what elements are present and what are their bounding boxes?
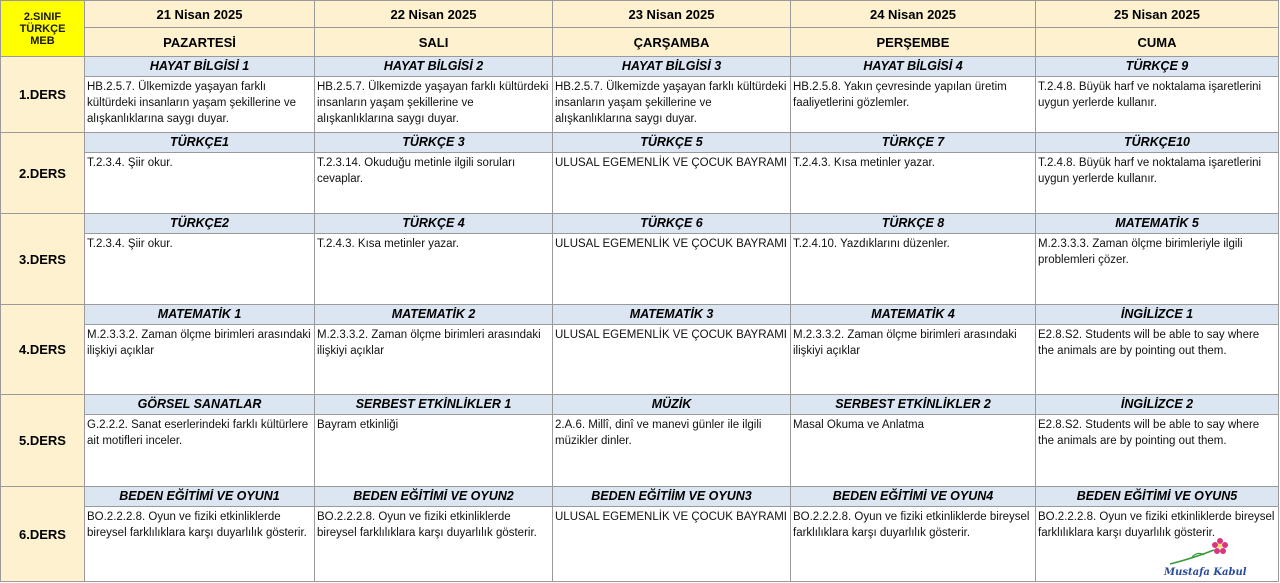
lesson-cell bbox=[1036, 57, 1279, 133]
class-label-line: 2.SINIF bbox=[23, 10, 62, 23]
objective-text: M.2.3.3.2. Zaman ölçme birimleri arasındaki ilişkiyi açıklar bbox=[793, 329, 1017, 357]
subject-title: TÜRKÇE1 bbox=[85, 133, 314, 153]
period-row bbox=[1, 487, 1279, 582]
day-header-friday: CUMA bbox=[1036, 28, 1279, 57]
objective-text: M.2.3.3.2. Zaman ölçme birimleri arasındaki ilişkiyi açıklar bbox=[87, 329, 311, 357]
objective-text: 2.A.6. Millî, dinî ve manevi günler ile ilgili müzikler dinler. bbox=[555, 419, 762, 447]
lesson-cell bbox=[1036, 214, 1279, 305]
subject-title: BEDEN EĞİTİMİ VE OYUN1 bbox=[85, 487, 314, 507]
day-header-thursday: PERŞEMBE bbox=[791, 28, 1036, 57]
objective-text: BO.2.2.2.8. Oyun ve fiziki etkinliklerde bireysel farklılıklara karşı duyarlılık gösterir. bbox=[317, 511, 537, 539]
objective-text: ULUSAL EGEMENLİK VE ÇOCUK BAYRAMI bbox=[555, 238, 787, 250]
objective-text: T.2.3.4. Şiir okur. bbox=[87, 157, 173, 169]
subject-title: TÜRKÇE 7 bbox=[791, 133, 1035, 153]
objective-text: E2.8.S2. Students will be able to say where the animals are by pointing out them. bbox=[1038, 329, 1260, 357]
objective-text: T.2.4.3. Kısa metinler yazar. bbox=[793, 157, 935, 169]
objective-text: T.2.3.4. Şiir okur. bbox=[87, 238, 173, 250]
date-header-friday: 25 Nisan 2025 bbox=[1036, 1, 1279, 28]
subject-title: TÜRKÇE10 bbox=[1036, 133, 1278, 153]
date-row bbox=[1, 1, 1279, 28]
subject-title: İNGİLİZCE 1 bbox=[1036, 305, 1278, 325]
subject-title: TÜRKÇE 9 bbox=[1036, 57, 1278, 77]
objective-text: T.2.3.14. Okuduğu metinle ilgili soruları cevaplar. bbox=[317, 157, 516, 185]
period-row bbox=[1, 305, 1279, 395]
day-header-wednesday: ÇARŞAMBA bbox=[553, 28, 791, 57]
author-signature bbox=[1164, 536, 1247, 578]
objective-text: T.2.4.8. Büyük harf ve noktalama işaretlerini uygun yerlerde kullanır. bbox=[1038, 81, 1262, 109]
objective-text: BO.2.2.2.8. Oyun ve fiziki etkinliklerde bireysel farklılıklara karşı duyarlılık gösterir. bbox=[1038, 511, 1275, 539]
subject-title: TÜRKÇE 5 bbox=[553, 133, 790, 153]
lesson-cell bbox=[85, 133, 315, 214]
day-row bbox=[1, 28, 1279, 57]
subject-title: TÜRKÇE 3 bbox=[315, 133, 552, 153]
objective-text: T.2.4.10. Yazdıklarını düzenler. bbox=[793, 238, 950, 250]
period-row bbox=[1, 57, 1279, 133]
lesson-cell bbox=[1036, 395, 1279, 487]
subject-title: TÜRKÇE 4 bbox=[315, 214, 552, 234]
subject-title: SERBEST ETKİNLİKLER 1 bbox=[315, 395, 552, 415]
lesson-cell bbox=[553, 305, 791, 395]
objective-text: G.2.2.2. Sanat eserlerindeki farklı kültürlere ait motifleri inceler. bbox=[87, 419, 309, 447]
subject-title: MATEMATİK 4 bbox=[791, 305, 1035, 325]
lesson-cell bbox=[791, 57, 1036, 133]
lesson-cell bbox=[791, 395, 1036, 487]
objective-text: T.2.4.8. Büyük harf ve noktalama işaretlerini uygun yerlerde kullanır. bbox=[1038, 157, 1262, 185]
class-label-line: MEB bbox=[30, 34, 55, 47]
lesson-cell bbox=[791, 133, 1036, 214]
period-label: 3.DERS bbox=[1, 214, 85, 305]
date-header-monday: 21 Nisan 2025 bbox=[85, 1, 315, 28]
period-row bbox=[1, 133, 1279, 214]
objective-text: T.2.4.3. Kısa metinler yazar. bbox=[317, 238, 459, 250]
objective-text: HB.2.5.7. Ülkemizde yaşayan farklı kültürdeki insanların yaşam şekillerine ve alışkanlıklarına saygı duyar. bbox=[317, 81, 549, 125]
objective-text: BO.2.2.2.8. Oyun ve fiziki etkinliklerde bireysel farklılıklara karşı duyarlılık gösterir. bbox=[793, 511, 1030, 539]
subject-title: HAYAT BİLGİSİ 1 bbox=[85, 57, 314, 77]
subject-title: BEDEN EĞİTİMİ VE OYUN4 bbox=[791, 487, 1035, 507]
period-label: 5.DERS bbox=[1, 395, 85, 487]
day-header-monday: PAZARTESİ bbox=[85, 28, 315, 57]
lesson-cell bbox=[553, 133, 791, 214]
lesson-cell bbox=[85, 214, 315, 305]
lesson-cell bbox=[315, 395, 553, 487]
objective-text: M.2.3.3.3. Zaman ölçme birimleriyle ilgili problemleri çözer. bbox=[1038, 238, 1243, 266]
objective-text: ULUSAL EGEMENLİK VE ÇOCUK BAYRAMI bbox=[555, 157, 787, 169]
lesson-cell bbox=[85, 57, 315, 133]
class-label-cell bbox=[1, 1, 85, 57]
lesson-cell bbox=[1036, 305, 1279, 395]
objective-text: ULUSAL EGEMENLİK VE ÇOCUK BAYRAMI bbox=[555, 511, 787, 523]
date-header-wednesday: 23 Nisan 2025 bbox=[553, 1, 791, 28]
subject-title: GÖRSEL SANATLAR bbox=[85, 395, 314, 415]
objective-text: M.2.3.3.2. Zaman ölçme birimleri arasındaki ilişkiyi açıklar bbox=[317, 329, 541, 357]
date-header-thursday: 24 Nisan 2025 bbox=[791, 1, 1036, 28]
lesson-cell bbox=[315, 133, 553, 214]
subject-title: HAYAT BİLGİSİ 2 bbox=[315, 57, 552, 77]
subject-title: TÜRKÇE 8 bbox=[791, 214, 1035, 234]
lesson-cell bbox=[553, 57, 791, 133]
subject-title: TÜRKÇE 6 bbox=[553, 214, 790, 234]
objective-text: HB.2.5.8. Yakın çevresinde yapılan üretim faaliyetlerini gözlemler. bbox=[793, 81, 1007, 109]
signature-text: Mustafa Kabul bbox=[1164, 567, 1247, 578]
subject-title: MÜZİK bbox=[553, 395, 790, 415]
objective-text: BO.2.2.2.8. Oyun ve fiziki etkinliklerde bireysel farklılıklara karşı duyarlılık gösterir. bbox=[87, 511, 307, 539]
lesson-cell bbox=[553, 395, 791, 487]
subject-title: BEDEN EĞİTİİM VE OYUN3 bbox=[553, 487, 790, 507]
period-label: 1.DERS bbox=[1, 57, 85, 133]
subject-title: MATEMATİK 5 bbox=[1036, 214, 1278, 234]
lesson-cell bbox=[791, 214, 1036, 305]
lesson-cell bbox=[85, 487, 315, 582]
subject-title: SERBEST ETKİNLİKLER 2 bbox=[791, 395, 1035, 415]
lesson-cell bbox=[315, 305, 553, 395]
lesson-cell bbox=[85, 305, 315, 395]
period-label: 6.DERS bbox=[1, 487, 85, 582]
period-row bbox=[1, 395, 1279, 487]
lesson-cell bbox=[315, 57, 553, 133]
objective-text: HB.2.5.7. Ülkemizde yaşayan farklı kültürdeki insanların yaşam şekillerine ve alışkanlıklarına saygı duyar. bbox=[555, 81, 787, 125]
lesson-cell bbox=[791, 305, 1036, 395]
objective-text: E2.8.S2. Students will be able to say where the animals are by pointing out them. bbox=[1038, 419, 1260, 447]
objective-text: HB.2.5.7. Ülkemizde yaşayan farklı kültürdeki insanların yaşam şekillerine ve alışkanlıklarına saygı duyar. bbox=[87, 81, 297, 125]
objective-text: ULUSAL EGEMENLİK VE ÇOCUK BAYRAMI bbox=[555, 329, 787, 341]
subject-title: HAYAT BİLGİSİ 4 bbox=[791, 57, 1035, 77]
period-label: 4.DERS bbox=[1, 305, 85, 395]
subject-title: BEDEN EĞİTİMİ VE OYUN5 bbox=[1036, 487, 1278, 507]
subject-title: İNGİLİZCE 2 bbox=[1036, 395, 1278, 415]
date-header-tuesday: 22 Nisan 2025 bbox=[315, 1, 553, 28]
flower-icon bbox=[1164, 536, 1244, 566]
subject-title: MATEMATİK 2 bbox=[315, 305, 552, 325]
lesson-cell bbox=[791, 487, 1036, 582]
day-header-tuesday: SALI bbox=[315, 28, 553, 57]
subject-title: MATEMATİK 3 bbox=[553, 305, 790, 325]
subject-title: BEDEN EĞİTİMİ VE OYUN2 bbox=[315, 487, 552, 507]
lesson-cell bbox=[315, 487, 553, 582]
period-row bbox=[1, 214, 1279, 305]
subject-title: MATEMATİK 1 bbox=[85, 305, 314, 325]
class-label-line: TÜRKÇE bbox=[19, 22, 66, 35]
objective-text: Bayram etkinliği bbox=[317, 419, 399, 431]
period-label: 2.DERS bbox=[1, 133, 85, 214]
lesson-cell bbox=[553, 214, 791, 305]
lesson-cell bbox=[553, 487, 791, 582]
subject-title: TÜRKÇE2 bbox=[85, 214, 314, 234]
lesson-cell bbox=[85, 395, 315, 487]
subject-title: HAYAT BİLGİSİ 3 bbox=[553, 57, 790, 77]
lesson-cell bbox=[315, 214, 553, 305]
objective-text: Masal Okuma ve Anlatma bbox=[793, 419, 925, 431]
lesson-cell bbox=[1036, 133, 1279, 214]
